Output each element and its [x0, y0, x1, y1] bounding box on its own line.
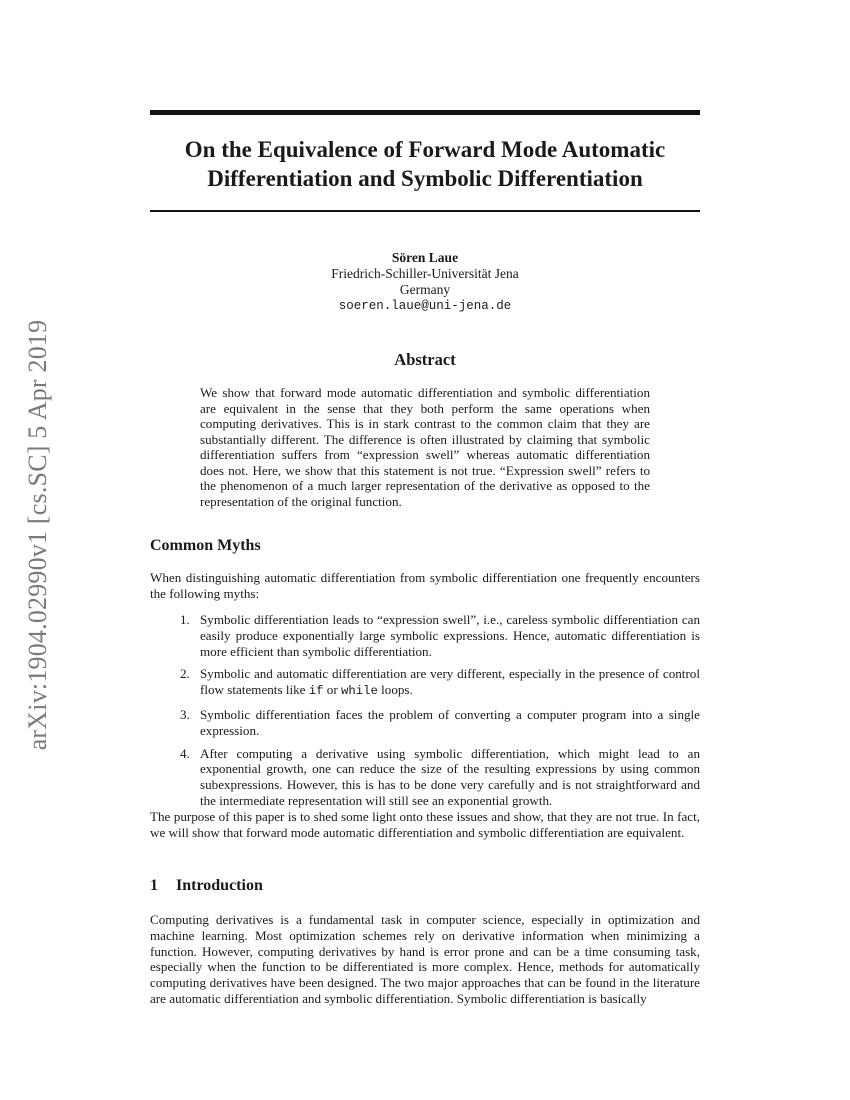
title-top-rule [150, 110, 700, 115]
list-item [150, 612, 700, 659]
title-bottom-rule [150, 210, 700, 212]
list-item-number: 1. [180, 612, 190, 627]
list-item-text: Symbolic differentiation leads to “expression swell”, i.e., careless symbolic differentiation can easily produce exponentially large symbolic expressions. Hence, automatic differentiation is more efficient than symbolic differentiation. [200, 612, 700, 659]
list-item-number: 4. [180, 745, 190, 761]
list-item-text: Symbolic and automatic differentiation are very different, especially in the presence of control flow statements like [200, 666, 700, 698]
list-item [150, 746, 700, 809]
introduction-heading [150, 877, 263, 895]
code-keyword-while: while [340, 684, 378, 699]
myths-list [150, 612, 700, 816]
paper-title [150, 135, 700, 193]
myths-conclusion-paragraph: The purpose of this paper is to shed some light onto these issues and show, that they are not true. In fact, we will show that forward mode automatic differentiation and symbolic differentiation are equivalent. [150, 809, 700, 840]
list-item-text: or [323, 682, 341, 698]
section-number: 1 [150, 877, 158, 894]
author-country: Germany [399, 282, 451, 297]
abstract-heading: Abstract [394, 350, 456, 369]
abstract-text: We show that forward mode automatic differentiation and symbolic differentiation are equivalent in the sense that they both perform the same operations when computing derivatives. This is in stark contrast to the common claim that they are substantially different. The difference is often illustrated by claiming that symbolic differentiation suffers from “expression swell” whereas automatic differentiation does not. Here, we show that this statement is not true. “Expression swell” refers to the phenomenon of a much larger representation of the derivative as opposed to the representation of the original function. [200, 385, 650, 509]
list-item [150, 707, 700, 739]
author-block [150, 250, 700, 314]
myths-intro-paragraph: When distinguishing automatic differentiation from symbolic differentiation one frequently encounters the following myths: [150, 570, 700, 601]
list-item-text: loops. [377, 682, 413, 698]
title-line-1: On the Equivalence of Forward Mode Automatic [184, 137, 666, 162]
author-name: Sören Laue [391, 250, 459, 265]
code-keyword-if: if [308, 684, 324, 699]
introduction-paragraph: Computing derivatives is a fundamental task in computer science, especially in optimization and machine learning. Most optimization schemes rely on derivative information when minimizing a function. However, computing derivatives by hand is error prone and can be a time consuming task, especially when the function to be differentiated is more complex. Hence, methods for automatically computing derivatives have been designed. The two major approaches that can be found in the literature are automatic differentiation and symbolic differentiation. Symbolic differentiation is basically [150, 912, 700, 1006]
section-title: Introduction [176, 877, 263, 894]
author-email: soeren.laue@uni-jena.de [338, 299, 512, 313]
list-item-text: After computing a derivative using symbolic differentiation, which might lead to an exponential growth, one can reduce the size of the resulting expressions by using common subexpressions. However, this is has to be done very carefully and is not straightforward and the intermediate representation will still see an exponential growth. [200, 745, 700, 808]
list-item-text: Symbolic differentiation faces the problem of converting a computer program into a single expression. [200, 706, 700, 738]
list-item-number: 3. [180, 706, 190, 722]
arxiv-identifier-stamp: arXiv:1904.02990v1 [cs.SC] 5 Apr 2019 [23, 319, 52, 751]
common-myths-heading: Common Myths [150, 537, 261, 554]
title-line-2: Differentiation and Symbolic Differentiation [207, 166, 643, 191]
list-item-number: 2. [180, 666, 190, 682]
author-affiliation: Friedrich-Schiller-Universität Jena [331, 266, 519, 281]
list-item [150, 666, 700, 700]
